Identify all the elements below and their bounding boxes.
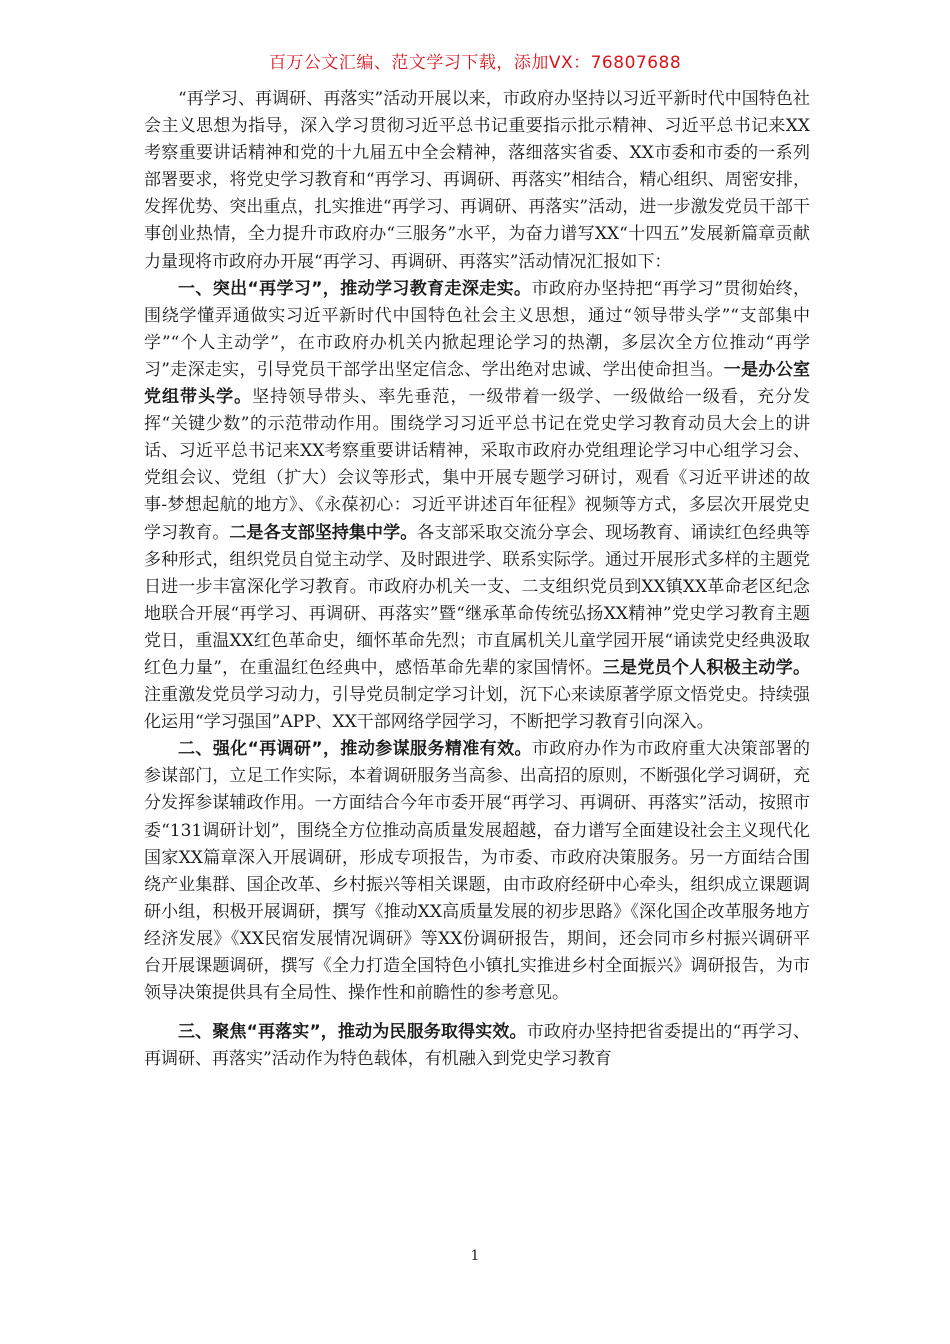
section-1-subheading-2: 二是各支部坚持集中学。 [229,522,418,543]
section-1-text: 市政府办坚持把“再学习”贯彻始终，围绕学懂弄通做实习近平新时代中国特色社会主义思想，通过“领导带头学”“支部集中学”“个人主动学”，在市政府办机关内掀起理论学习的热潮，多层次全方位推动“再学习”走深走实，引导党员干部学出坚定信念、学出绝对忠诚、学出使命担当。 [144,278,810,380]
section-3-paragraph [144,1019,810,1073]
section-1-text-3: 各支部采取交流分享会、现场教育、诵读红色经典等多种形式，组织党员自觉主动学、及时跟进学、联系实际学。通过开展形式多样的主题党日进一步丰富深化学习教育。市政府办机关一支、二支组织党员到XX镇XX革命老区纪念地联合开展“再学习、再调研、再落实”暨“继承革命传统弘扬XX精神”党史学习教育主题党日，重温XX红色革命史，缅怀革命先烈；市直属机关儿童学园开展“诵读党史经典汲取红色力量”，在重温红色经典中，感悟革命先辈的家国情怀。 [144,522,811,678]
page-number: 1 [470,1248,480,1264]
header-watermark-text: 百万公文汇编、范文学习下载，添加VX：76807688 [268,53,682,73]
section-2-heading: 二、强化“再调研”，推动参谋服务精准有效。 [178,739,532,760]
section-1-text-4: 注重激发党员学习动力，引导党员制定学习计划，沉下心来读原著学原文悟党史。持续强化运用“学习强国”APP、XX干部网络学园学习，不断把学习教育引向深入。 [144,685,810,733]
section-1-subheading-3: 三是党员个人积极主动学。 [602,657,810,678]
section-1-text-2: 坚持领导带头、率先垂范，一级带着一级学、一级做给一级看，充分发挥“关键少数”的示范带动作用。围绕学习习近平总书记在党史学习教育动员大会上的讲话、习近平总书记来XX考察重要讲话精神，采取市政府办党组理论学习中心组学习会、党组会议、党组（扩大）会议等形式，集中开展专题学习研讨，观看《习近平讲述的故事-梦想起航的地方》、《永葆初心：习近平讲述百年征程》视频等方式，多层次开展党史学习教育。 [144,387,811,543]
section-1-heading: 一、突出“再学习”，推动学习教育走深走实。 [178,278,532,299]
section-3-heading: 三、聚焦“再落实”，推动为民服务取得实效。 [178,1022,527,1043]
section-3-text: 市政府办坚持把省委提出的“再学习、再调研、再落实”活动作为特色载体，有机融入到党史学习教育 [144,1022,810,1070]
section-2-paragraph [144,736,810,1007]
document-body [144,86,810,1073]
section-1-subheading-1: 一是办公室党组带头学。 [144,359,810,408]
intro-paragraph: “再学习、再调研、再落实”活动开展以来，市政府办坚持以习近平新时代中国特色社会主义思想为指导，深入学习贯彻习近平总书记重要指示批示精神、习近平总书记来XX考察重要讲话精神和党的十九届五中全会精神，落细落实省委、XX市委和市委的一系列部署要求，将党史学习教育和“再学习、再调研、再落实”相结合，精心组织、周密安排，发挥优势、突出重点，扎实推进“再学习、再调研、再落实”活动，进一步激发党员干部干事创业热情，全力提升市政府办“三服务”水平，为奋力谱写XX“十四五”发展新篇章贡献力量现将市政府办开展“再学习、再调研、再落实”活动情况汇报如下： [144,89,810,272]
section-1-paragraph [144,276,810,737]
section-2-text: 市政府办作为市政府重大决策部署的参谋部门，立足工作实际，本着调研服务当高参、出高招的原则，不断强化学习调研，充分发挥参谋辅政作用。一方面结合今年市委开展“再学习、再调研、再落实”活动，按照市委“131调研计划”，围绕全方位推动高质量发展超越，奋力谱写全面建设社会主义现代化国家XX篇章深入开展调研，形成专项报告，为市委、市政府决策服务。另一方面结合围绕产业集群、国企改革、乡村振兴等相关课题，由市政府经研中心牵头，组织成立课题调研小组，积极开展调研，撰写《推动XX高质量发展的初步思路》《深化国企改革服务地方经济发展》《XX民宿发展情况调研》等XX份调研报告，期间，还会同市乡村振兴调研平台开展课题调研，撰写《全力打造全国特色小镇扎实推进乡村全面振兴》调研报告，为市领导决策提供具有全局性、操作性和前瞻性的参考意见。 [144,739,810,1004]
